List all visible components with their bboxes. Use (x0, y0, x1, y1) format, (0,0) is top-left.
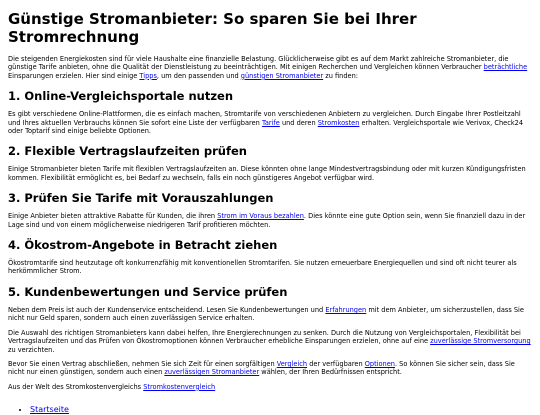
section-paragraph-5 (8, 306, 532, 323)
link-tarife[interactable]: Tarife (261, 118, 280, 127)
nav-item-startseite (30, 405, 532, 415)
link-tipps[interactable]: Tipps (139, 71, 157, 80)
section-paragraph-1 (8, 110, 532, 135)
s1-text-1: Es gibt verschiedene Online-Plattformen, die es einfach machen, Stromtarife von verschiedenen Anbietern zu vergleichen. Durch Eingabe Ihrer Postleitzahl und Ihres aktuellen Verbrauchs können Sie sofort eine Liste der verfügbaren (8, 110, 521, 127)
section-heading-2: 2. Flexible Vertragslaufzeiten prüfen (8, 144, 247, 159)
intro-text-3: , um den passenden und (156, 71, 241, 80)
link-startseite[interactable]: Startseite (30, 405, 69, 415)
closing2-text-2: der verfügbaren (307, 359, 365, 368)
link-guenstigen-stromanbieter[interactable]: günstigen Stromanbieter (240, 71, 324, 80)
link-strom-im-voraus[interactable]: Strom im Voraus bezahlen (217, 212, 304, 221)
link-vergleich[interactable]: Vergleich (276, 359, 308, 368)
section-paragraph-3 (8, 212, 532, 229)
intro-text-4: zu finden: (323, 71, 358, 80)
link-zuverlaessige-stromversorgung[interactable]: zuverlässige Stromversorgung (430, 337, 531, 346)
source-paragraph (8, 383, 532, 391)
section-paragraph-4: Ökostromtarife sind heutzutage oft konkurrenzfähig mit konventionellen Stromtarifen. Sie nutzen erneuerbare Energiequellen und sind oft nicht teurer als herkömmlicher Strom. (8, 259, 517, 276)
closing-paragraph-2 (8, 360, 532, 377)
s5-text-2: mit dem Anbieter, um sicherzustellen, dass Sie nicht nur Geld sparen, sondern auch einen zuverlässigen Service erhalten. (8, 305, 524, 323)
link-betraechtliche[interactable]: beträchtliche (483, 63, 528, 72)
closing2-text-1: Bevor Sie einen Vertrag abschließen, nehmen Sie sich Zeit für einen sorgfältigen (8, 359, 277, 368)
closing2-text-3: . So können Sie sicher sein, dass Sie nicht nur einen günstigen, sondern auch einen (8, 359, 515, 377)
section-heading-5: 5. Kundenbewertungen und Service prüfen (8, 284, 288, 299)
link-stromkosten[interactable]: Stromkosten (317, 118, 360, 127)
page-title: Günstige Stromanbieter: So sparen Sie bei Ihrer Stromrechnung (8, 10, 417, 46)
intro-paragraph (8, 55, 532, 80)
closing1-text-2: zu verzichten. (8, 345, 55, 354)
nav-list (8, 405, 532, 415)
intro-text-2: Einsparungen erzielen. Hier sind einige (8, 71, 140, 80)
link-stromkostenvergleich[interactable]: Stromkostenvergleich (143, 382, 216, 391)
section-heading-3: 3. Prüfen Sie Tarife mit Vorauszahlungen (8, 191, 274, 206)
intro-text-1: Die steigenden Energiekosten sind für viele Haushalte eine finanzielle Belastung. Glücklicherweise gibt es auf dem Markt zahlreiche Stromanbieter, die günstige Tarife anbieten, ohne die Qualität der Dienstleistung zu beeinträchtigen. Mit einigen Recherchen und Vergleichen können Verbraucher (8, 55, 509, 72)
closing-paragraph-1 (8, 329, 532, 354)
s1-text-3: erhalten. Vergleichsportale wie Verivox, Check24 oder Toptarif sind einige beliebte Optionen. (8, 118, 524, 136)
link-erfahrungen[interactable]: Erfahrungen (325, 305, 367, 314)
section-paragraph-2: Einige Stromanbieter bieten Tarife mit flexiblen Vertragslaufzeiten an. Diese könnten ohne lange Mindestvertragsbindung oder mit kurzen Kündigungsfristen kommen. Flexibilität ermöglicht es, bei Bedarf zu wechseln, falls ein noch günstigeres Angebot verfügbar wird. (8, 165, 526, 182)
link-optionen[interactable]: Optionen (364, 359, 395, 368)
closing2-text-4: wählen, der Ihren Bedürfnissen entspricht. (259, 368, 402, 377)
section-heading-4: 4. Ökostrom-Angebote in Betracht ziehen (8, 238, 278, 253)
s3-text-1: Einige Anbieter bieten attraktive Rabatte für Kunden, die ihren (8, 212, 218, 221)
s3-text-2: . Dies könnte eine gute Option sein, wenn Sie finanziell dazu in der Lage sind und von einem möglicherweise niedrigeren Tarif profitieren möchten. (8, 212, 526, 229)
s1-text-2: und deren (279, 118, 318, 127)
closing1-text-1: Die Auswahl des richtigen Stromanbieters kann dabei helfen, Ihre Energierechnungen zu senken. Durch die Nutzung von Vergleichsportalen, Flexibilität bei Vertragslaufzeiten und das Prüfen von Ökostromoptionen können Verbraucher erhebliche Einsparungen erzielen, ohne auf eine (8, 328, 521, 346)
s5-text-1: Neben dem Preis ist auch der Kundenservice entscheidend. Lesen Sie Kundenbewertungen und (8, 305, 326, 314)
link-zuverlaessigen-stromanbieter[interactable]: zuverlässigen Stromanbieter (164, 368, 260, 377)
source-text: Aus der Welt des Stromkostenvergleichs (8, 382, 144, 391)
section-heading-1: 1. Online-Vergleichsportale nutzen (8, 89, 234, 104)
